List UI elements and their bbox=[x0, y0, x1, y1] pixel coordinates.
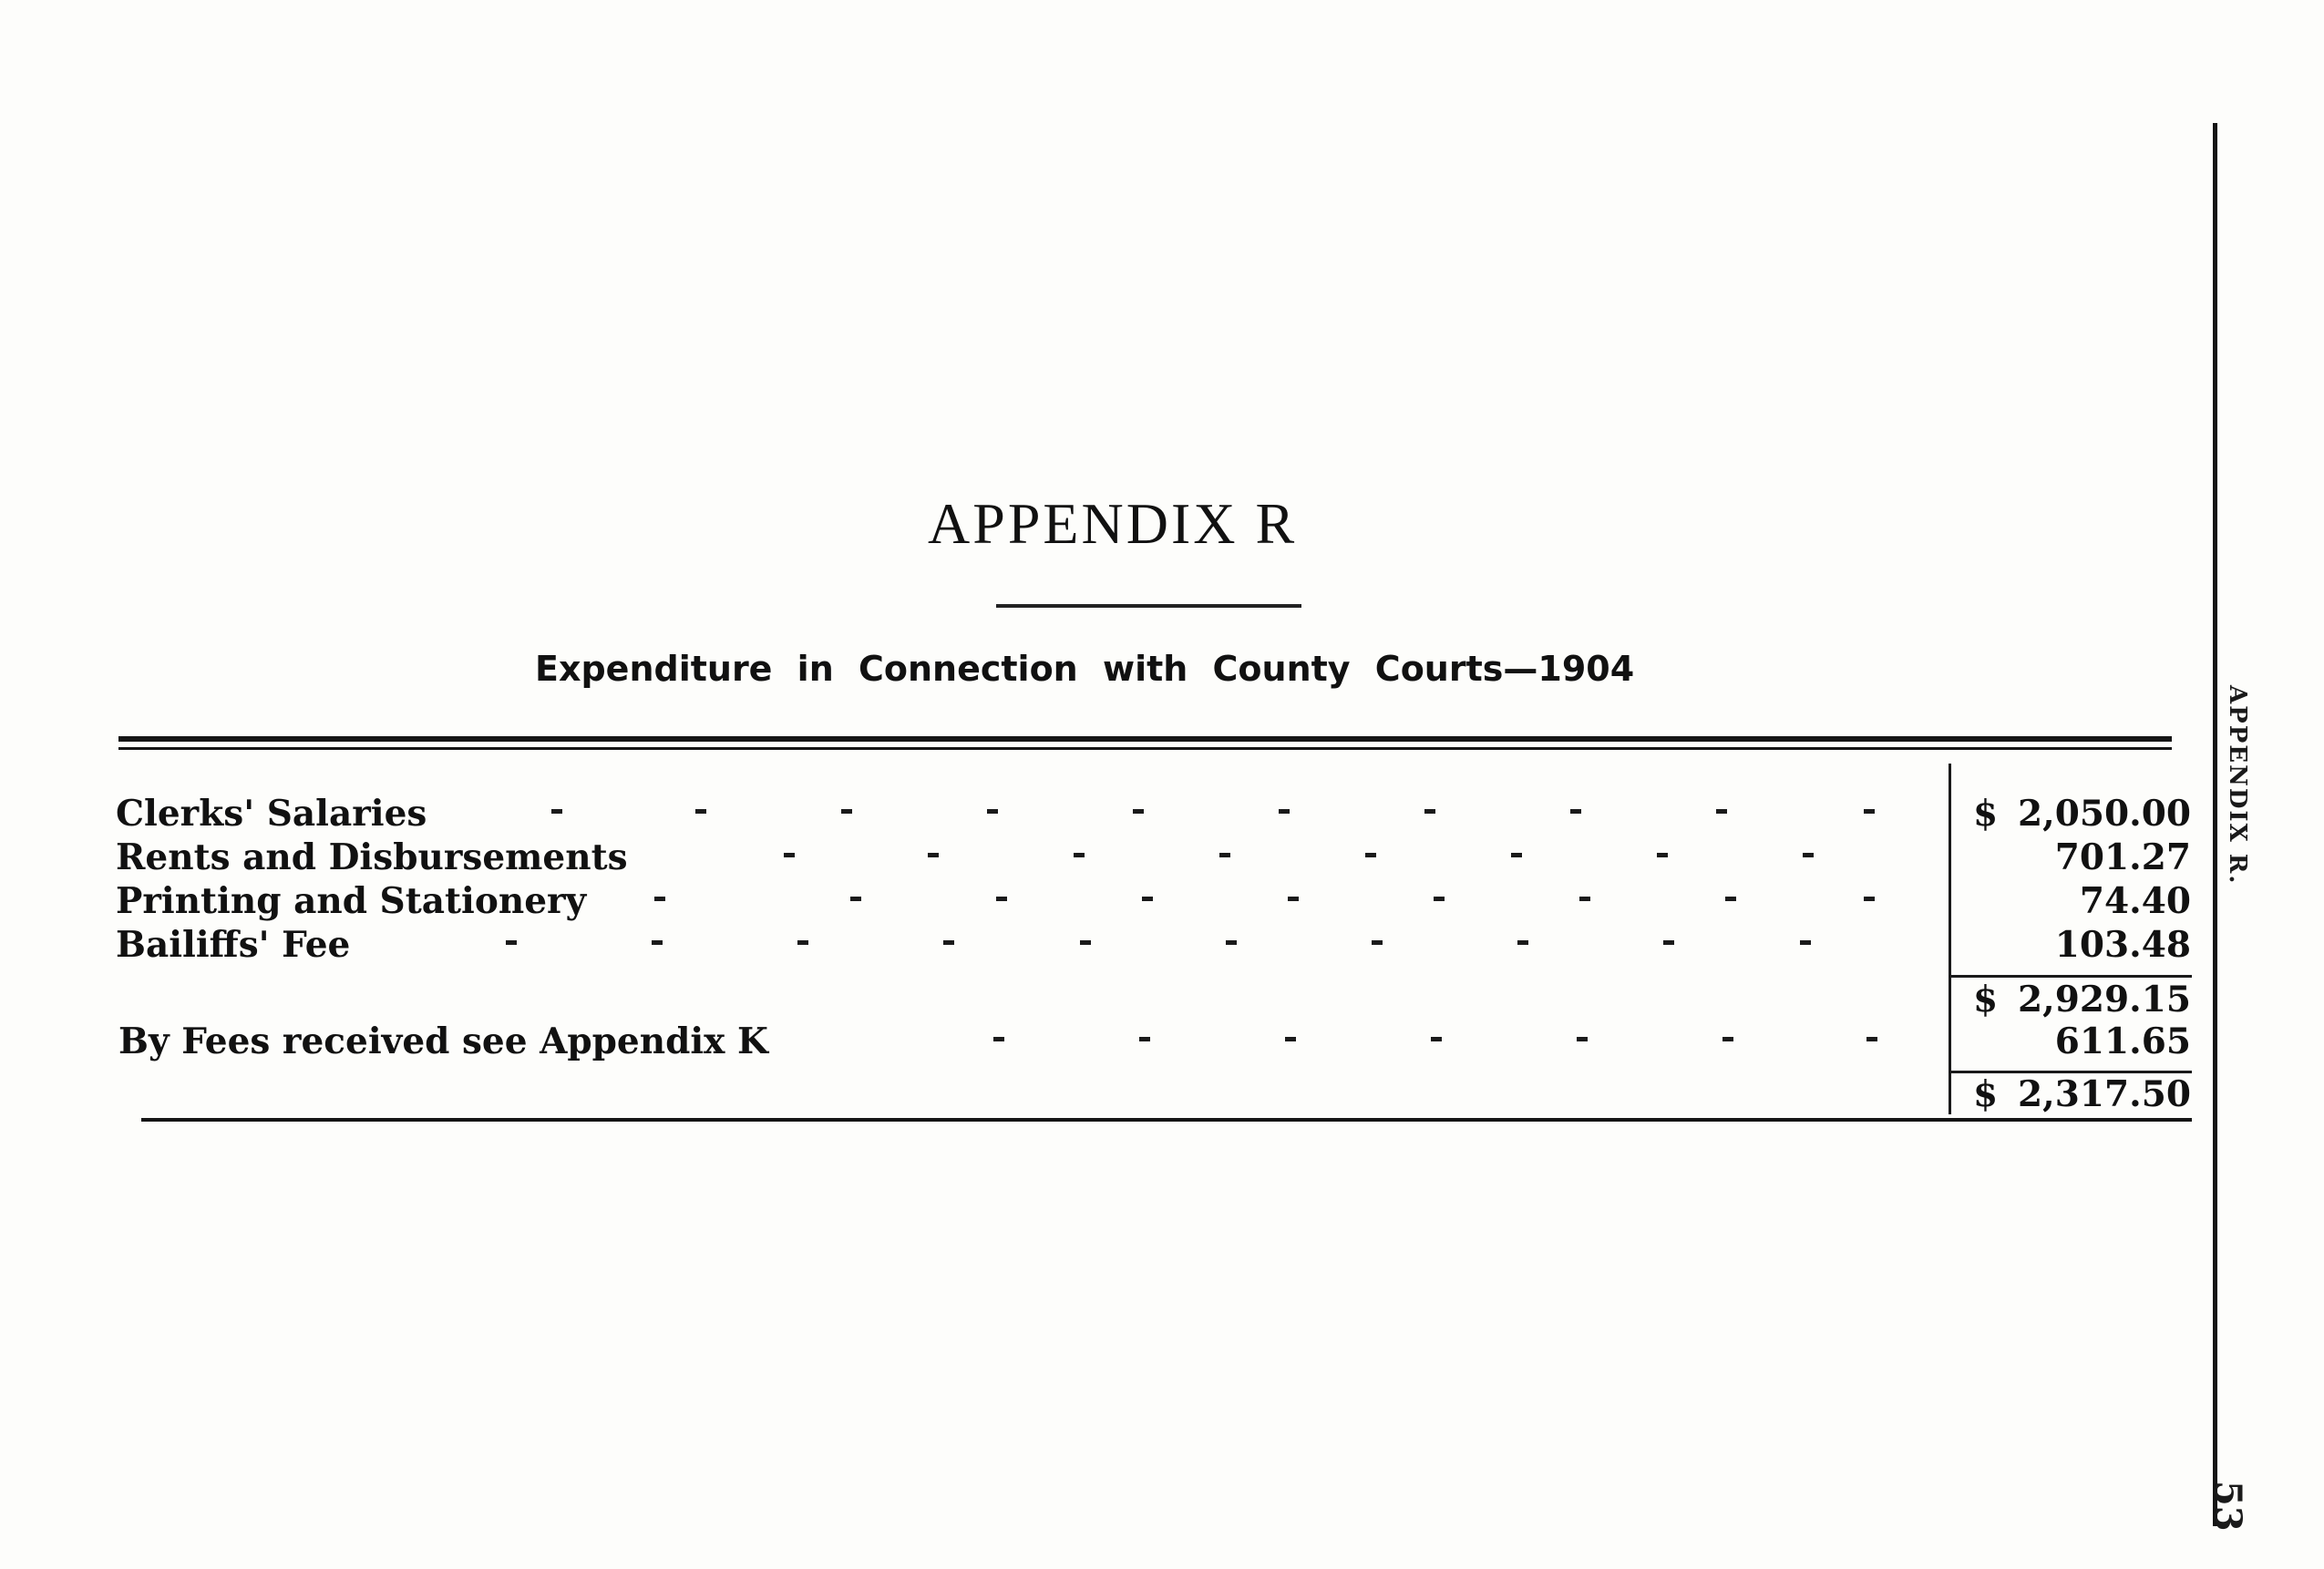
deduction-row bbox=[0, 1020, 2324, 1064]
total-amount: 2,317.50 bbox=[2018, 1073, 2191, 1115]
subtotal-amount: 2,929.15 bbox=[2018, 979, 2191, 1020]
currency-symbol: $ bbox=[1973, 1073, 1999, 1115]
total-row bbox=[0, 1073, 2324, 1117]
currency-symbol: $ bbox=[1973, 979, 1999, 1020]
subtotal-row bbox=[0, 979, 2324, 1022]
page-number: 53 bbox=[2206, 1481, 2249, 1532]
row-label: Rents and Disbursements bbox=[116, 836, 628, 878]
page-title: APPENDIX R bbox=[928, 491, 1298, 556]
row-amount: 701.27 bbox=[2054, 836, 2191, 878]
title-underline bbox=[996, 604, 1301, 608]
row-label: By Fees received see Appendix K bbox=[118, 1020, 768, 1062]
row-label: Clerks' Salaries bbox=[116, 793, 427, 835]
running-header: APPENDIX R. bbox=[2224, 685, 2251, 886]
table-top-rule-thin bbox=[118, 747, 2172, 750]
row-amount: 74.40 bbox=[2079, 880, 2191, 922]
table-row bbox=[0, 880, 2324, 924]
row-amount: 103.48 bbox=[2054, 924, 2191, 966]
table-row bbox=[0, 836, 2324, 880]
table-bottom-rule bbox=[141, 1118, 2192, 1122]
subtotal-rule bbox=[1951, 975, 2192, 978]
table-row bbox=[0, 924, 2324, 968]
row-label: Printing and Stationery bbox=[116, 880, 587, 922]
currency-symbol: $ bbox=[1973, 793, 1999, 835]
table-caption: Expenditure in Connection with County Courts—1904 bbox=[535, 649, 1635, 689]
deduction-amount: 611.65 bbox=[2054, 1020, 2191, 1062]
table-top-rule bbox=[118, 736, 2172, 742]
row-label: Bailiffs' Fee bbox=[116, 924, 351, 966]
table-row bbox=[0, 793, 2324, 836]
row-amount: 2,050.00 bbox=[2018, 793, 2191, 835]
